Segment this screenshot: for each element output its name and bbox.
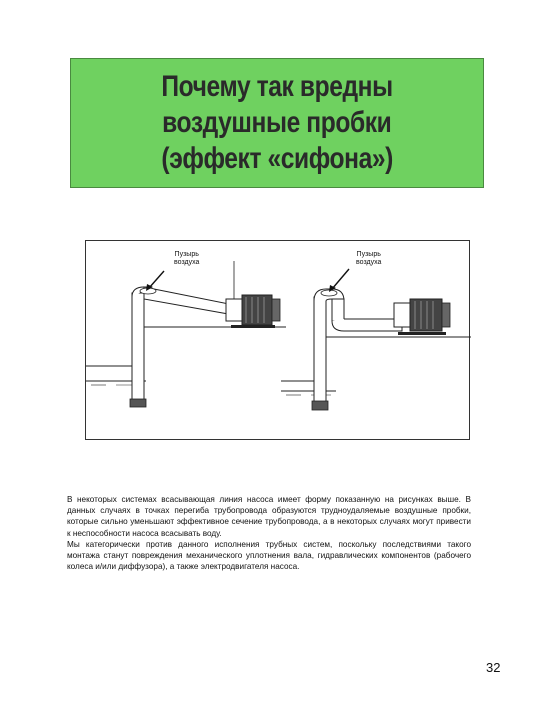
page-number: 32: [486, 660, 501, 675]
siphon-illustration: [85, 240, 470, 440]
left-bubble-arrow: [149, 271, 164, 288]
right-ground-line: [281, 337, 471, 381]
title-banner: [70, 58, 484, 188]
paragraph-1: В некоторых системах всасывающая линия насоса имеет форму показанную на рисунках выше. В данных случаях в точках перегиба трубопровода образуются трудноудаляемые воздушные пробки, которые сильно уменьшают эффективное сечение трубопровода, а в некоторых случаях могут привести к неспособности насоса всасывать воду.: [67, 495, 471, 538]
right-descending-pipe: [332, 299, 344, 321]
paragraph-2: Мы категорически против данного исполнения трубных систем, поскольку последствиями такого монтажа станут повреждения механического уплотнения вала, гидравлических компонентов (рабочего колеса и/или диффузора), а также электродвигателя насоса.: [67, 539, 471, 572]
body-text: [67, 494, 471, 572]
left-ground-line: [86, 327, 286, 366]
title-line-1: Почему так вредны: [161, 70, 393, 103]
left-foot-valve: [130, 399, 146, 407]
title-line-3: (эффект «сифона»): [161, 142, 393, 175]
right-pump-volute: [394, 303, 410, 327]
right-vertical-pipe: [314, 297, 326, 403]
left-bubble-label: Пузырь воздуха: [174, 251, 200, 266]
right-air-bubble: [321, 290, 337, 296]
title-line-2: воздушные пробки: [162, 106, 392, 139]
left-pump-volute: [226, 299, 242, 321]
pump-diagram: [86, 241, 471, 441]
right-bubble-label: Пузырь воздуха: [356, 251, 382, 266]
right-bubble-arrow: [332, 269, 349, 289]
left-sloped-pipe: [144, 287, 234, 315]
left-vertical-pipe: [132, 293, 144, 401]
right-horizontal-pipe: [332, 319, 402, 331]
right-foot-valve: [312, 401, 328, 410]
